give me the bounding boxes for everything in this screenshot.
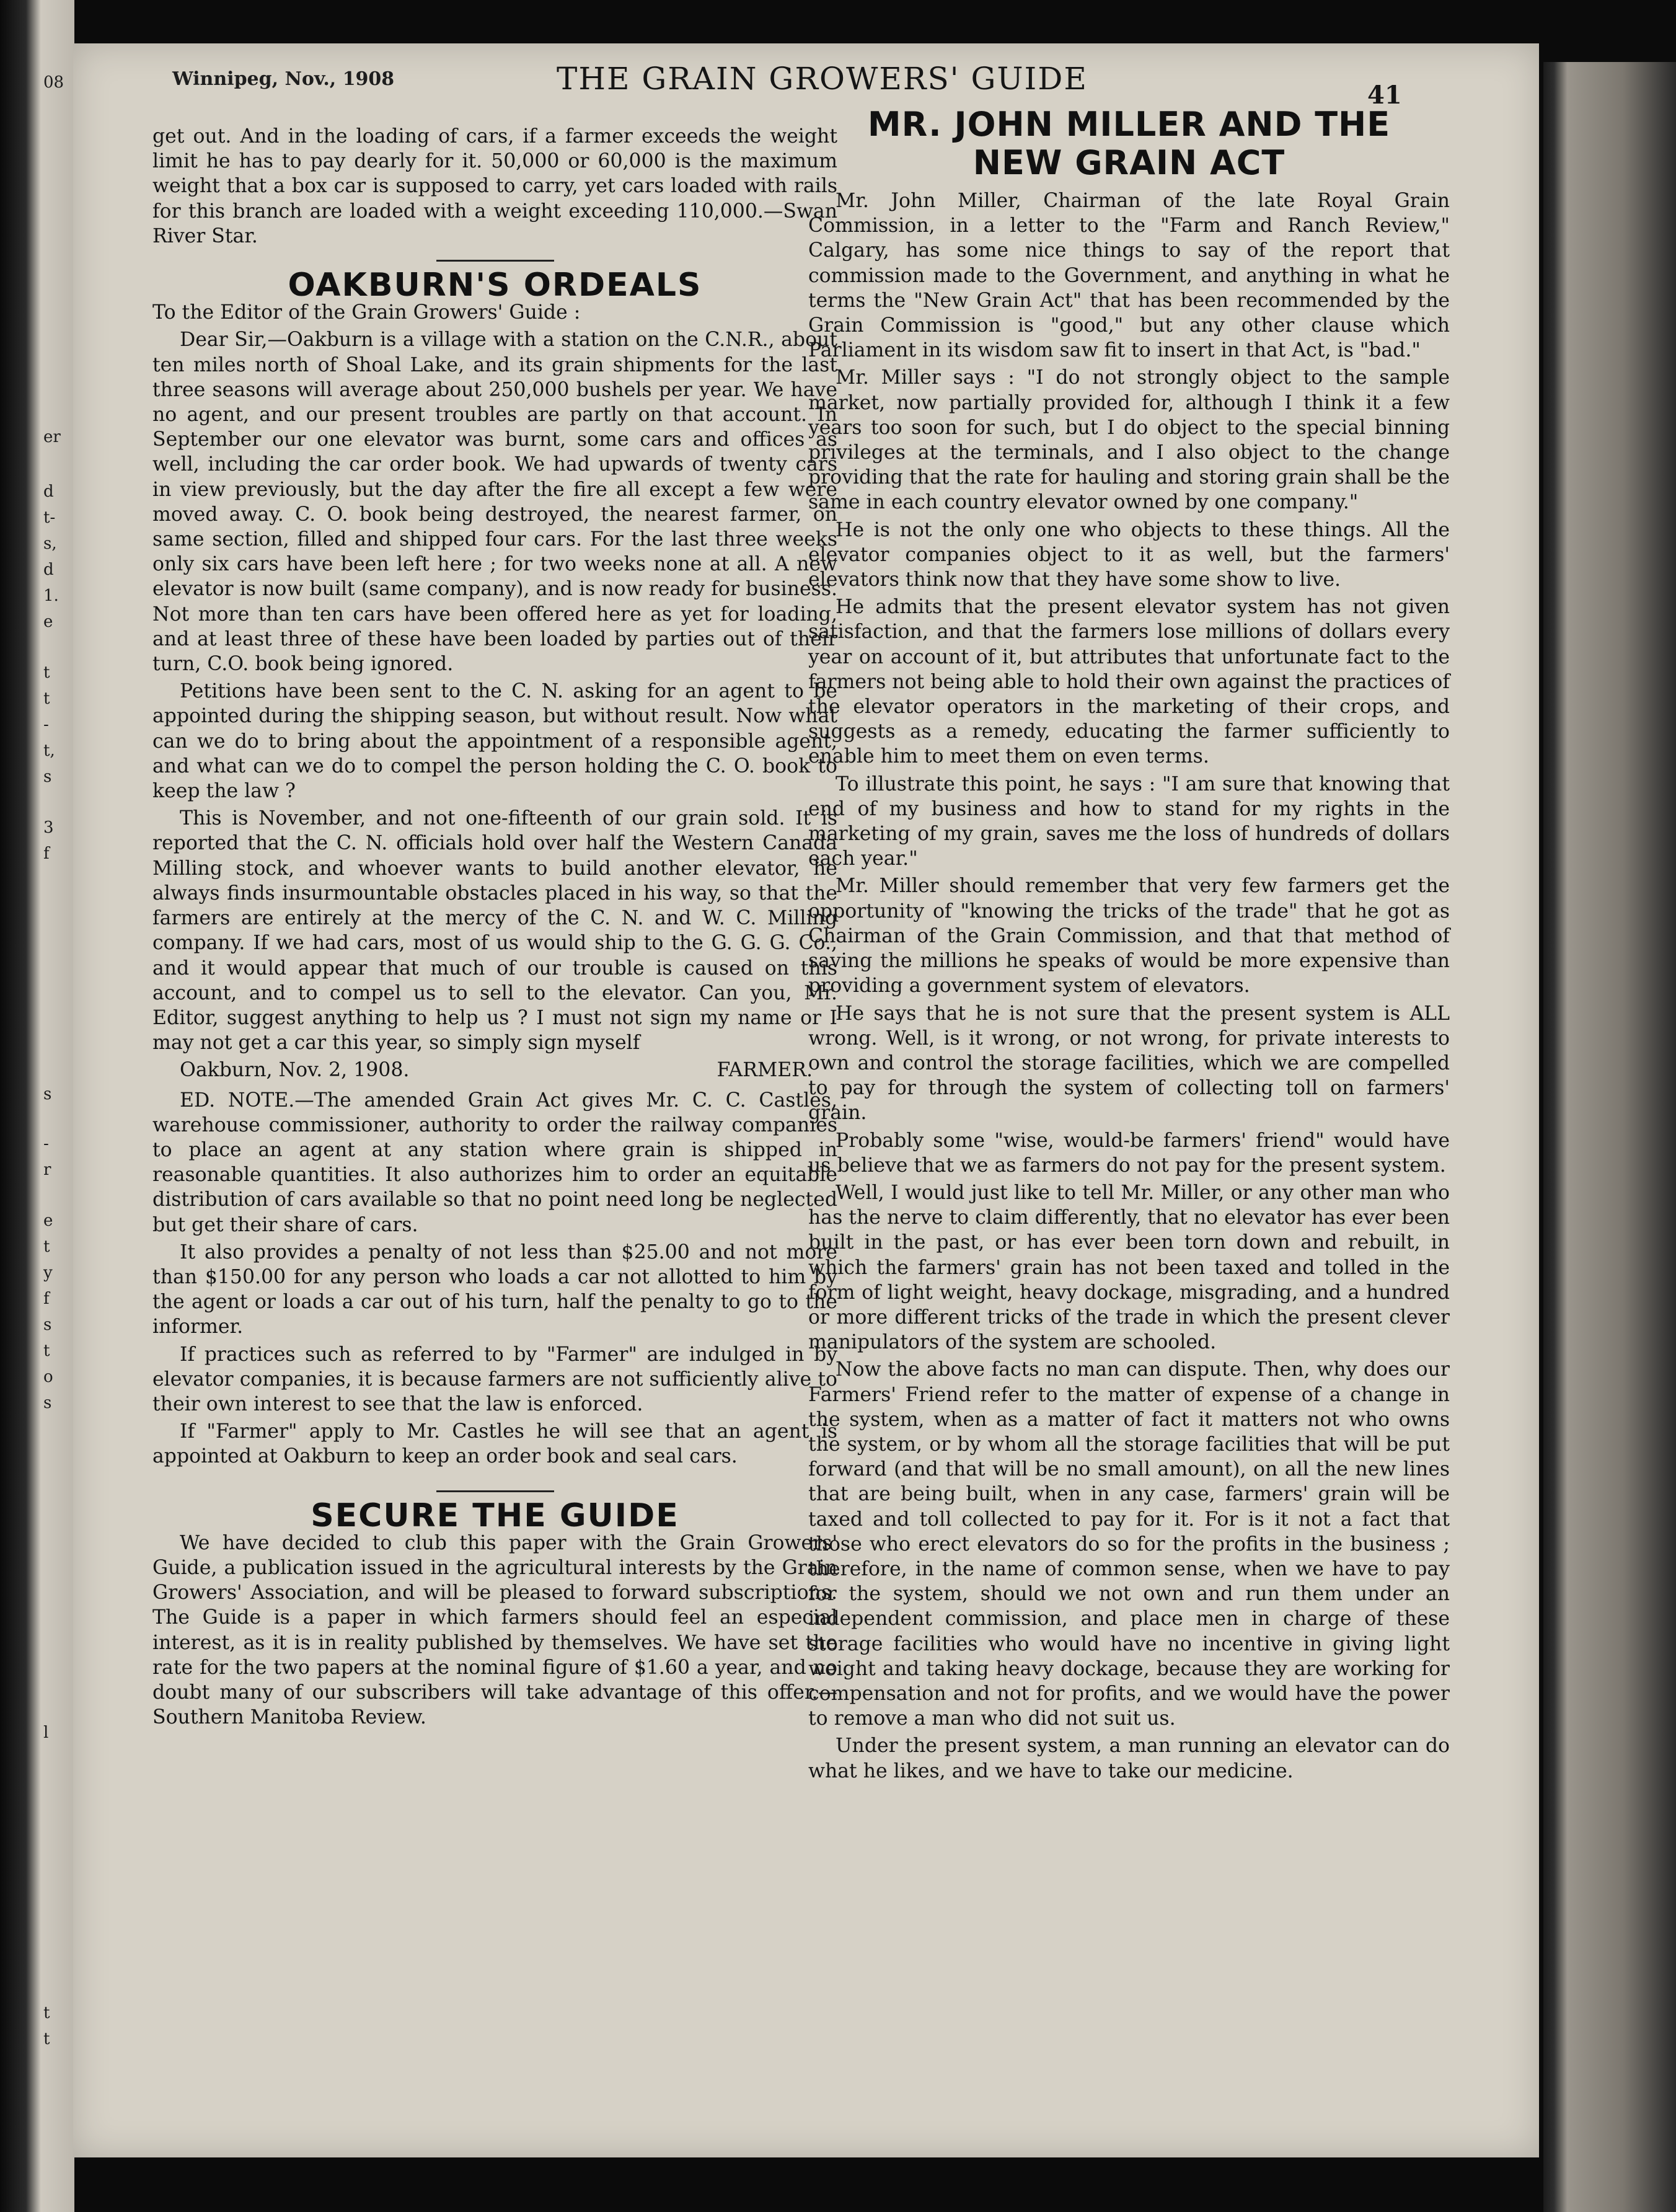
editor-note-paragraph: It also provides a penalty of not less than $25.00 and not more than $150.00 for any person who loads a car not allotted to him by the agent or loads a car out of his turn, half the penalty to go to the informer. — [152, 1241, 837, 1338]
article-paragraph: Well, I would just like to tell Mr. Miller, or any other man who has the nerve to claim differently, that no elevator has ever been built in the past, or has ever been torn down and rebuilt, in which the farmers' grain has not been taxed and tolled in the form of light weight, heavy dockage, misgrading, and a hundred or more different tricks of the trade in which the present clever manipulators of the system are schooled. — [808, 1181, 1450, 1354]
margin-fragment: r — [43, 1161, 51, 1179]
article-paragraph: He says that he is not sure that the present system is ALL wrong. Well, is it wrong, or not wrong, for private interests to own and control the storage facilities, which we are compelled to pay for through the system of collecting toll on farmers' grain. — [808, 1002, 1450, 1125]
secure-paragraph: We have decided to club this paper with the Grain Growers' Guide, a publication issued in the agricultural interests by the Grain Growers' Association, and will be pleased to forward subscriptions. The Guide is a paper in which farmers should feel an especial interest, as it is in reality published by themselves. We have set the rate for the two papers at the nominal figure of $1.60 a year, and no doubt many of our subscribers will take advantage of this offer.—Southern Manitoba Review. — [152, 1531, 837, 1729]
margin-fragment: - — [43, 1135, 49, 1153]
editor-note-paragraph: ED. NOTE.—The amended Grain Act gives Mr. C. C. Castles, warehouse commissioner, authority to order the railway companies to place an agent at any station where grain is shipped in reasonable quantities. It also authorizes him to order an equitable distribution of cars available so that no point need long be neglected but get their share of cars. — [152, 1089, 837, 1236]
margin-fragment: o — [43, 1368, 53, 1386]
article-paragraph: Probably some "wise, would-be farmers' friend" would have us believe that we as farmers do not pay for the present system. — [808, 1129, 1450, 1177]
margin-fragment: l — [43, 1723, 49, 1742]
article-paragraph: Mr. Miller should remember that very few farmers get the opportunity of "knowing the tricks of the trade" that he got as Chairman of the Grain Commission, and that that method of saving the millions he speaks of would be more expensive than providing a government system of elevators. — [808, 875, 1450, 998]
margin-fragment: t — [43, 1342, 50, 1360]
article-paragraph: Mr. John Miller, Chairman of the late Royal Grain Commission, in a letter to the "Farm and Ranch Review," Calgary, has some nice things to say of the report that commission made to the Government, and anything in what he terms the "New Grain Act" that has been recommended by the Grain Commission is "good," but any other clause which Parliament in its wisdom saw fit to insert in that Act, is "bad." — [808, 190, 1450, 362]
margin-fragment: t- — [43, 508, 56, 527]
article-paragraph: Now the above facts no man can dispute. Then, why does our Farmers' Friend refer to the matter of expense of a change in the system, when as a matter of fact it matters not who owns the system, or by whom all the storage facilities that will be put forward (and that will be no small amount), on all the new lines that are being built, when in any case, farmers' grain will be taxed and toll collected to pay for it. For is it not a fact that those who erect elevators do so for the profits in the business ; therefore, in the name of common sense, when we have to pay for the system, should we not own and run them under an independent commission, and place men in charge of these storage facilities who would have no incentive in giving light weight and taking heavy dockage, because they are working for compensation and not for profits, and we would have the power to remove a man who did not suit us. — [808, 1358, 1450, 1730]
left-column — [152, 124, 837, 1732]
article-paragraph: Mr. Miller says : "I do not strongly object to the sample market, now partially provided for, although I think it a few years too soon for such, but I do object to the special binning privileges at the terminals, and I also object to the change providing that the rate for hauling and storing grain shall be the same in each country elevator owned by one company." — [808, 366, 1450, 514]
margin-fragment: 3 — [43, 818, 54, 837]
margin-fragment: t — [43, 2030, 50, 2048]
margin-fragment: f — [43, 844, 50, 863]
margin-fragment: - — [43, 715, 49, 734]
letter-paragraph: Dear Sir,—Oakburn is a village with a station on the C.N.R., about ten miles north of Shoal Lake, and its grain shipments for the last three seasons will average about 250,000 bushels per year. We have no agent, and our present troubles are partly on that account. In September our one elevator was burnt, some cars and offices as well, including the car order book. We had upwards of twenty cars in view previously, but the day after the fire all except a few were moved away. C. O. book being destroyed, the nearest farmer, on same section, filled and shipped four cars. For the last three weeks only six cars have been left here ; for two weeks none at all. A new elevator is now built (same company), and is now ready for business. Not more than ten cars have been offered here as yet for loading, and at least three of these have been loaded by parties out of their turn, C.O. book being ignored. — [152, 329, 837, 676]
margin-fragment: s — [43, 768, 52, 786]
letter-salutation: To the Editor of the Grain Growers' Guide : — [152, 301, 581, 324]
margin-fragment: t — [43, 663, 50, 682]
letter-paragraph: This is November, and not one-fifteenth of our grain sold. It is reported that the C. N. officials hold over half the Western Canada Milling stock, and whoever wants to build another elevator, he always finds insurmountable obstacles placed in his way, so that the farmers are entirely at the mercy of the C. N. and W. C. Milling company. If we had cars, most of us would ship to the G. G. G. Co., and it would appear that much of our trouble is caused on this account, and to compel us to sell to the elevator. Can you, Mr. Editor, suggest anything to help us ? I must not sign my name or I may not get a car this year, so simply sign myself — [152, 807, 837, 1055]
margin-fragment: y — [43, 1263, 53, 1282]
signature-place-date: Oakburn, Nov. 2, 1908. — [180, 1059, 410, 1082]
editor-note-paragraph: If "Farmer" apply to Mr. Castles he will see that an agent is appointed at Oakburn to keep an order book and seal cars. — [152, 1420, 837, 1468]
editor-note-paragraph: If practices such as referred to by "Farmer" are indulged in by elevator companies, it is because farmers are not sufficiently alive to their own interest to see that the law is enforced. — [152, 1343, 837, 1415]
section-divider — [436, 260, 554, 262]
margin-fragment: er — [43, 428, 61, 446]
margin-fragment: s — [43, 1394, 52, 1412]
page-number: 41 — [1367, 81, 1402, 110]
margin-fragment: t — [43, 2004, 50, 2022]
page-header — [73, 43, 1539, 112]
margin-fragment: s, — [43, 534, 57, 553]
margin-fragment: s — [43, 1085, 52, 1104]
signature-name: FARMER. — [717, 1059, 813, 1082]
masthead-title: THE GRAIN GROWERS' GUIDE — [557, 61, 1088, 97]
margin-fragment: d — [43, 560, 54, 579]
continuation-paragraph: get out. And in the loading of cars, if a farmer exceeds the weight limit he has to pay dearly for it. 50,000 or 60,000 is the maximum weight that a box car is supposed to carry, yet cars loaded with rails for this branch are loaded with a weight exceeding 110,000.—Swan River Star. — [152, 125, 837, 247]
section-divider — [436, 1490, 554, 1492]
miller-headline-line2: NEW GRAIN ACT — [973, 143, 1286, 182]
margin-fragment: t — [43, 1237, 50, 1256]
right-column — [808, 105, 1450, 1786]
margin-fragment: e — [43, 1211, 53, 1230]
margin-fragment: t — [43, 689, 50, 708]
letter-signature — [152, 1058, 837, 1082]
newspaper-page — [73, 43, 1539, 2157]
article-paragraph: He is not the only one who objects to these things. All the elevator companies object to it as well, but the farmers' elevators think now that they have some show to live. — [808, 518, 1450, 591]
right-page-edge — [1543, 62, 1676, 2212]
margin-fragment: s — [43, 1316, 52, 1334]
article-paragraph: He admits that the present elevator system has not given satisfaction, and that the farmers lose millions of dollars every year on account of it, but attributes that unfortunate fact to the farmers not being able to hold their own against the practices of the elevator operators in the marketing of their crops, and suggests as a remedy, educating the farmer sufficiently to enable him to meet them on even terms. — [808, 596, 1450, 768]
article-paragraph: Under the present system, a man running an elevator can do what he likes, and we have to take our medicine. — [808, 1735, 1450, 1782]
margin-fragment: 1. — [43, 586, 59, 605]
letter-paragraph: Petitions have been sent to the C. N. asking for an agent to be appointed during the shipping season, but without result. Now what can we do to bring about the appointment of a responsible agent, and what can we do to compel the person holding the C. O. book to keep the law ? — [152, 680, 837, 803]
miller-headline-line1: MR. JOHN MILLER AND THE — [867, 105, 1391, 144]
oakburn-headline: OAKBURN'S ORDEALS — [288, 267, 702, 304]
left-page-edge — [0, 0, 74, 2212]
margin-fragment: d — [43, 482, 54, 501]
margin-fragment: t, — [43, 741, 55, 760]
margin-fragment: e — [43, 613, 53, 631]
margin-fragment: 08 — [43, 73, 64, 92]
issue-date: Winnipeg, Nov., 1908 — [172, 68, 395, 90]
article-paragraph: To illustrate this point, he says : "I am sure that knowing that end of my business and how to stand for my rights in the marketing of my grain, saves me the loss of hundreds of dollars each year." — [808, 772, 1450, 870]
secure-headline: SECURE THE GUIDE — [311, 1497, 679, 1534]
margin-fragment: f — [43, 1290, 50, 1308]
miller-headline — [808, 105, 1450, 182]
